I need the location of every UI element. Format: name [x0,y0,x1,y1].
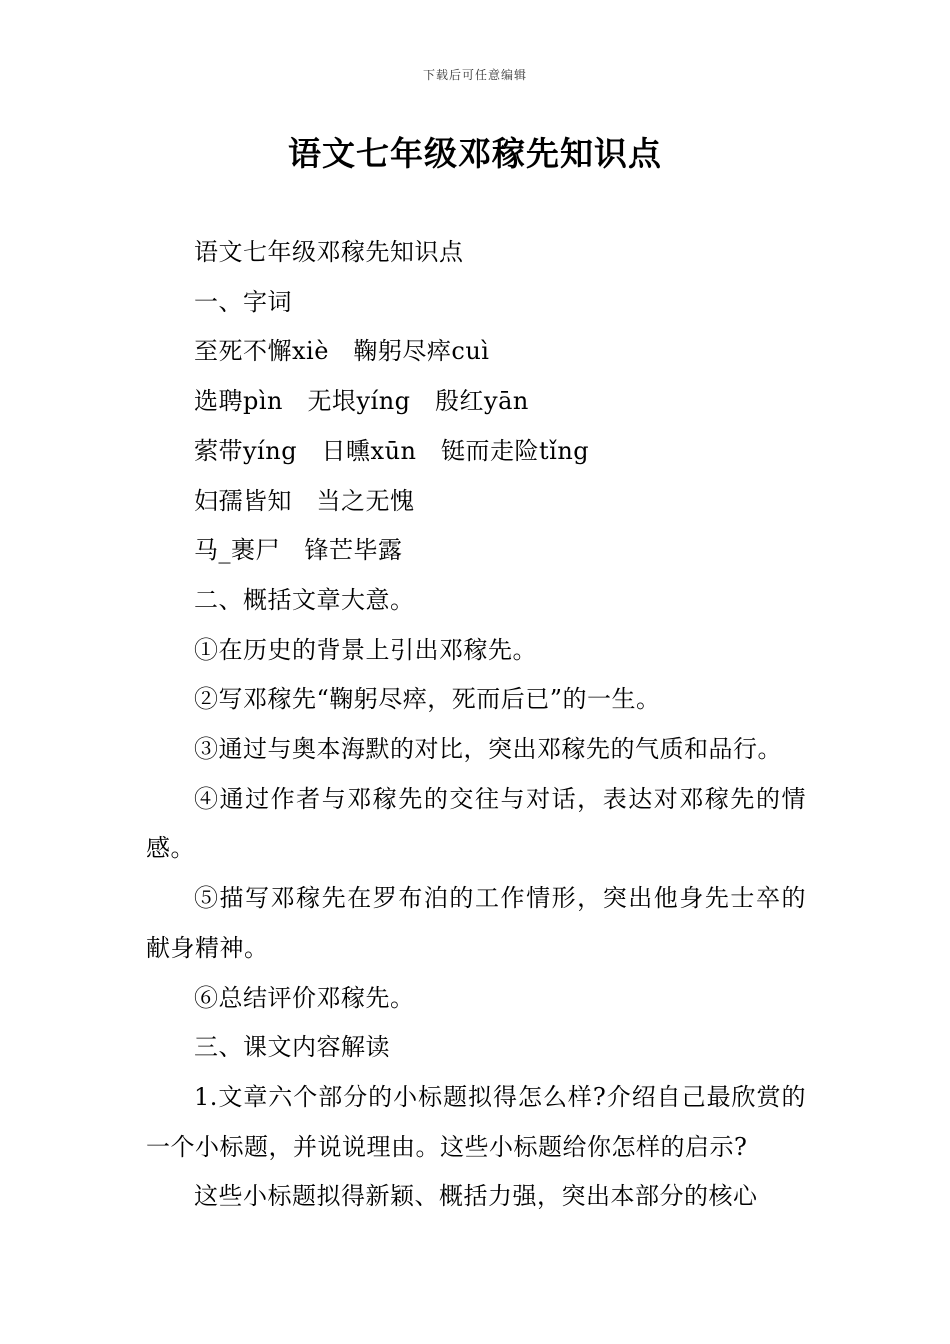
vocab-line: 至死不懈xiè 鞠躬尽瘁cuì [194,337,490,366]
summary-item: ①在历史的背景上引出邓稼先。 [194,635,537,664]
document-body [146,228,806,1222]
summary-item: ⑥总结评价邓稼先。 [194,983,415,1012]
summary-item: ⑤描写邓稼先在罗布泊的工作情形，突出他身先士卒的献身精神。 [146,884,806,962]
section-heading: 二、概括文章大意。 [194,585,415,614]
section-heading: 一、字词 [194,287,292,316]
vocab-line: 妇孺皆知 当之无愧 [194,486,415,515]
question-paragraph: 1.文章六个部分的小标题拟得怎么样?介绍自己最欣赏的一个小标题，并说说理由。这些小标题给你怎样的启示? [146,1082,806,1161]
section-heading: 三、课文内容解读 [194,1033,390,1062]
vocab-line: 马_裹尸 锋芒毕露 [194,536,403,565]
vocab-line: 萦带yíng 日曛xūn 铤而走险tǐng [194,436,590,465]
document-title: 语文七年级邓稼先知识点 [288,134,662,173]
answer-paragraph: 这些小标题拟得新颖、概括力强，突出本部分的核心 [194,1182,758,1211]
summary-item: ②写邓稼先“鞠躬尽瘁，死而后已”的一生。 [194,685,661,714]
paragraph: 语文七年级邓稼先知识点 [194,238,464,266]
summary-item: ③通过与奥本海默的对比，突出邓稼先的气质和品行。 [194,735,782,764]
summary-item: ④通过作者与邓稼先的交往与对话，表达对邓稼先的情感。 [146,784,806,863]
header-note: 下载后可任意编辑 [422,68,527,82]
vocab-line: 选聘pìn 无垠yíng 殷红yān [194,387,529,416]
